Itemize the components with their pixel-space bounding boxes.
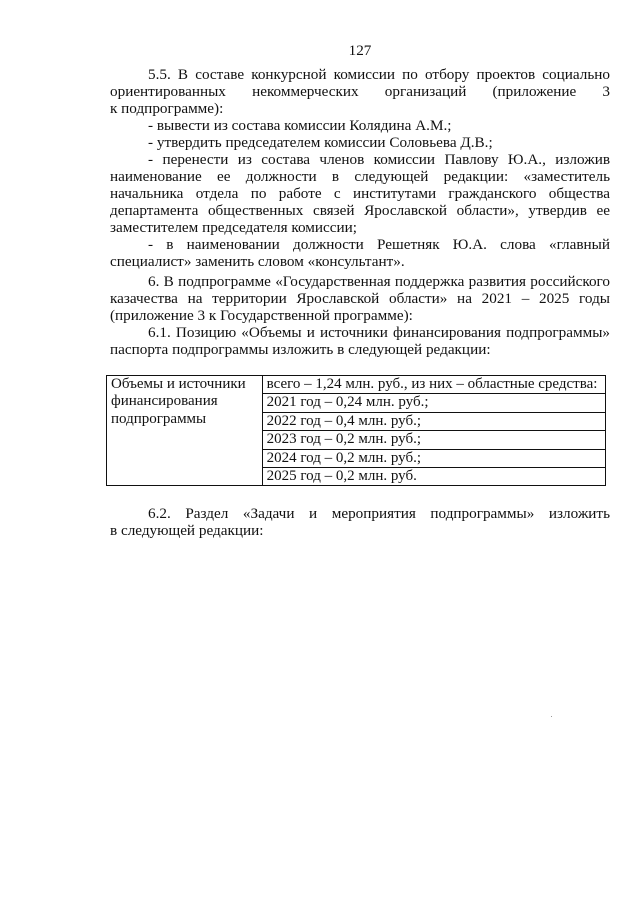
bullet-item: - перенести из состава членов комиссии Павлову Ю.А., изложив — [148, 151, 610, 168]
paragraph-line: наименование ее должности в следующей редакции: «заместитель — [110, 168, 610, 185]
table-row: 2021 год – 0,24 млн. руб.; — [263, 393, 605, 411]
paragraph-line: начальника отдела по работе с институтами гражданского общества — [110, 185, 610, 202]
table-row: 2025 год – 0,2 млн. руб. — [263, 467, 605, 485]
paragraph-line: (приложение 3 к Государственной программе): — [110, 307, 413, 324]
section-6 — [110, 273, 610, 358]
paragraph-line: заместителем председателя комиссии; — [110, 219, 357, 236]
paragraph-line: ориентированных некоммерческих организаций (приложение 3 — [110, 83, 610, 100]
paragraph-line: департамента общественных связей Ярославской области», утвердив ее — [110, 202, 610, 219]
paragraph-line: 6.1. Позицию «Объемы и источники финансирования подпрограммы» — [148, 324, 610, 341]
paragraph-line: к подпрограмме): — [110, 100, 224, 117]
paragraph-line: паспорта подпрограммы изложить в следующей редакции: — [110, 341, 491, 358]
paragraph-line: в следующей редакции: — [110, 522, 264, 539]
table-values-cell — [262, 376, 605, 486]
bullet-item: - вывести из состава комиссии Колядина А.М.; — [148, 117, 452, 134]
paragraph-line: 6.2. Раздел «Задачи и мероприятия подпрограммы» изложить — [148, 505, 610, 522]
section-6-2 — [110, 505, 610, 539]
bullet-item: - утвердить председателем комиссии Соловьева Д.В.; — [148, 134, 493, 151]
table-row: 2022 год – 0,4 млн. руб.; — [263, 412, 605, 430]
paragraph-line: 5.5. В составе конкурсной комиссии по отбору проектов социально — [148, 66, 610, 83]
paragraph-line: специалист» заменить словом «консультант». — [110, 253, 405, 270]
table-label-cell: Объемы и источники финансирования подпрограммы — [107, 376, 263, 486]
table-row: 2024 год – 0,2 млн. руб.; — [263, 449, 605, 467]
section-5-5 — [110, 66, 610, 270]
table-row: всего – 1,24 млн. руб., из них – областные средства: — [266, 376, 598, 392]
paragraph-line: 6. В подпрограмме «Государственная поддержка развития российского — [148, 273, 610, 290]
table-row: 2023 год – 0,2 млн. руб.; — [263, 430, 605, 448]
paragraph-line: казачества на территории Ярославской области» на 2021 – 2025 годы — [110, 290, 610, 307]
bullet-item: - в наименовании должности Решетняк Ю.А. слова «главный — [148, 236, 610, 253]
financing-table — [106, 375, 606, 486]
page-number: 127 — [348, 42, 372, 59]
scan-speck — [551, 716, 552, 717]
